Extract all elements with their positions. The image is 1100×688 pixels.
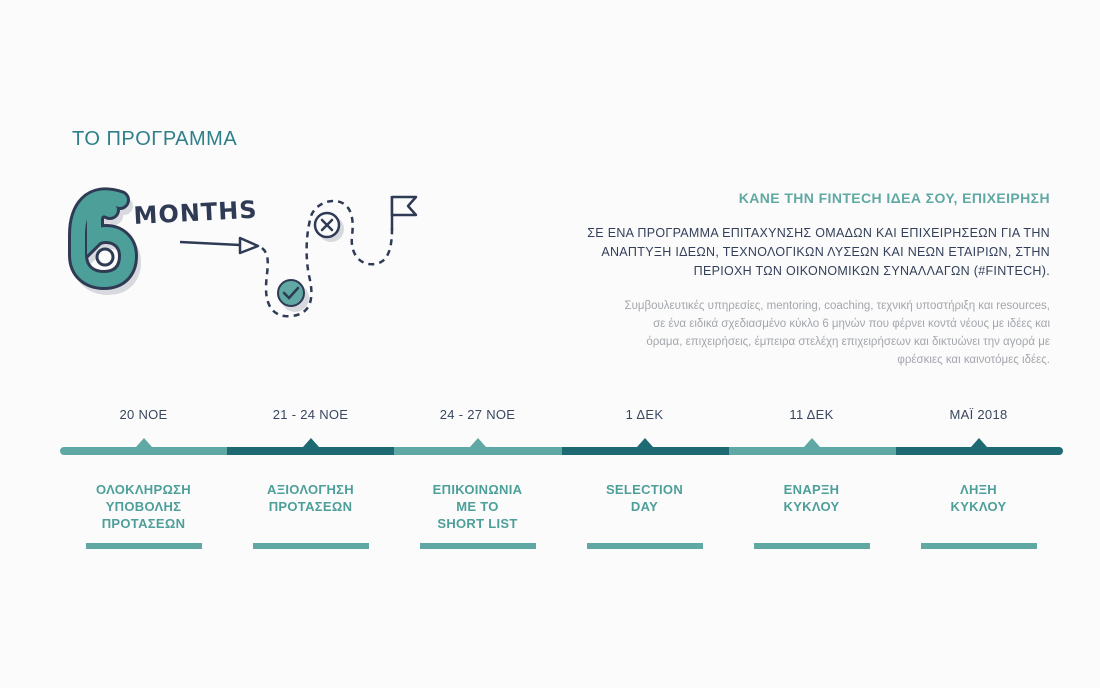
timeline-bar: [60, 447, 1063, 455]
intro-lead: [530, 224, 1050, 281]
milestone-label: ΕΠΙΚΟΙΝΩΝΙΑ ΜΕ ΤΟ SHORT LIST: [432, 482, 523, 531]
months-word: MONTHS: [132, 195, 259, 230]
milestone-underline: [253, 543, 369, 549]
intro-desc-line: όραμα, επιχειρήσεις, έμπειρα στελέχη επιχειρήσεων και δικτυώνει την αγορά με: [646, 336, 1050, 348]
timeline: [60, 405, 1065, 565]
six-digit-graphic: [78, 197, 132, 286]
intro-desc-line: φρέσκιες και καινοτόμες ιδέες.: [897, 354, 1050, 366]
milestone-label: SELECTION DAY: [605, 482, 684, 514]
milestone-label: ΛΗΞΗ ΚΥΚΛΟΥ: [950, 482, 1007, 514]
milestone-underline: [921, 543, 1037, 549]
milestone-marker: [804, 438, 820, 447]
milestone-date: 21 - 24 ΝΟΕ: [272, 407, 349, 422]
milestone-submission-end: [60, 405, 227, 531]
milestone-selection-day: [561, 405, 728, 514]
milestone-underline: [86, 543, 202, 549]
milestone-date: 24 - 27 ΝΟΕ: [439, 407, 516, 422]
six-months-illustration: [60, 180, 440, 330]
timeline-segment: [729, 447, 896, 455]
intro-desc-line: σε ένα ειδικά σχεδιασμένο κύκλο 6 μηνών που φέρνει κοντά νέους με ιδέες και: [653, 318, 1050, 330]
milestone-underline: [754, 543, 870, 549]
flag-icon: [392, 196, 416, 230]
milestone-evaluation: [227, 405, 394, 514]
milestone-label: ΕΝΑΡΞΗ ΚΥΚΛΟΥ: [783, 482, 840, 514]
cross-icon: [315, 213, 344, 242]
timeline-segment: [60, 447, 227, 455]
milestone-date: 11 ΔΕΚ: [789, 407, 834, 422]
milestone-label: ΟΛΟΚΛΗΡΩΣΗ ΥΠΟΒΟΛΗΣ ΠΡΟΤΑΣΕΩΝ: [96, 482, 191, 531]
milestone-date: 20 ΝΟΕ: [119, 407, 168, 422]
milestone-date: 1 ΔΕΚ: [625, 407, 664, 422]
milestone-date: ΜΑΪ 2018: [949, 407, 1008, 422]
milestone-shortlist: [394, 405, 561, 531]
timeline-segment: [896, 447, 1063, 455]
intro-lead-line: ΑΝΑΠΤΥΞΗ ΙΔΕΩΝ, ΤΕΧΝΟΛΟΓΙΚΩΝ ΛΥΣΕΩΝ ΚΑΙ ΝΕΩΝ ΕΤΑΙΡΙΩΝ, ΣΤΗΝ: [601, 245, 1050, 259]
milestone-label: ΑΞΙΟΛΟΓΗΣΗ ΠΡΟΤΑΣΕΩΝ: [267, 482, 354, 514]
milestone-marker: [971, 438, 987, 447]
timeline-segment: [227, 447, 394, 455]
check-icon: [278, 280, 309, 312]
milestone-marker: [470, 438, 486, 447]
intro-description: [530, 297, 1050, 369]
milestone-cycle-start: [728, 405, 895, 514]
milestone-underline: [587, 543, 703, 549]
milestone-cycle-end: [895, 405, 1062, 514]
section-title: ΤΟ ΠΡΟΓΡΑΜΜΑ: [72, 128, 238, 150]
milestone-marker: [637, 438, 653, 447]
intro-lead-line: ΠΕΡΙΟΧΗ ΤΩΝ ΟΙΚΟΝΟΜΙΚΩΝ ΣΥΝΑΛΛΑΓΩΝ (#FINTECH).: [693, 264, 1050, 278]
milestone-marker: [303, 438, 319, 447]
timeline-segment: [562, 447, 729, 455]
timeline-segment: [394, 447, 561, 455]
arrow-icon: [180, 238, 258, 253]
intro-desc-line: Συμβουλευτικές υπηρεσίες, mentoring, coaching, τεχνική υποστήριξη και resources,: [624, 300, 1050, 312]
intro-lead-line: ΣΕ ΕΝΑ ΠΡΟΓΡΑΜΜΑ ΕΠΙΤΑΧΥΝΣΗΣ ΟΜΑΔΩΝ ΚΑΙ ΕΠΙΧΕΙΡΗΣΕΩΝ ΓΙΑ ΤΗΝ: [587, 226, 1050, 240]
milestone-underline: [420, 543, 536, 549]
intro-headline: ΚΑΝΕ ΤΗΝ FINTECH ΙΔΕΑ ΣΟΥ, ΕΠΙΧΕΙΡΗΣΗ: [738, 190, 1050, 206]
milestone-marker: [136, 438, 152, 447]
intro-block: [530, 190, 1050, 369]
